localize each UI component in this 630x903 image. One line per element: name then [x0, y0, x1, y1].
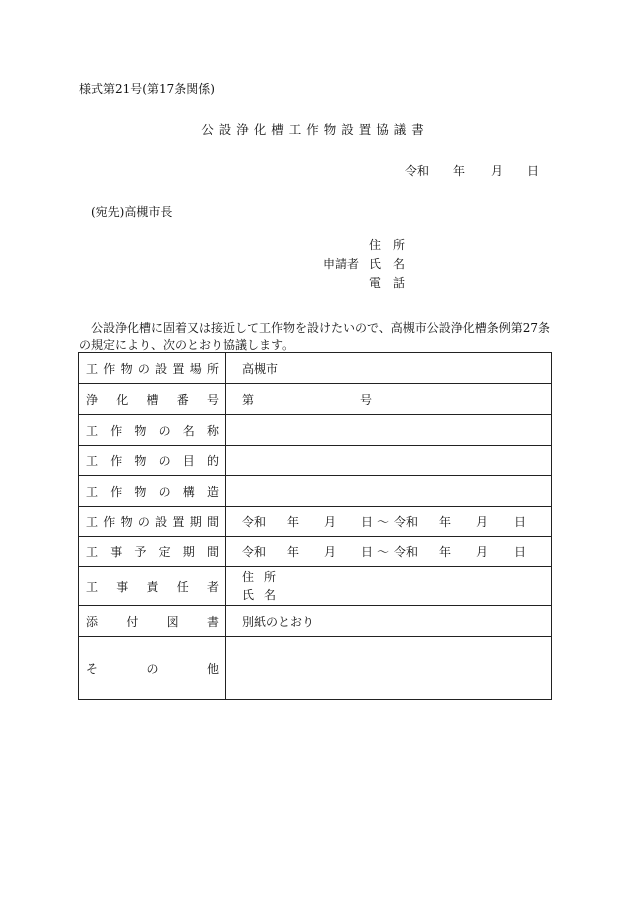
- label-char: 的: [206, 454, 219, 468]
- spaced-label: [86, 613, 219, 630]
- table-row: [79, 384, 552, 415]
- label-char: 間: [206, 545, 219, 559]
- label-char: 図: [166, 614, 179, 629]
- label-char: 番: [176, 392, 189, 407]
- label-char: 事: [116, 579, 129, 594]
- value-tank-number[interactable]: [226, 384, 552, 415]
- table-row: [79, 606, 552, 637]
- period-line: [242, 543, 551, 560]
- body-text: 公設浄化槽に固着又は接近して工作物を設けたいので、高槻市公設浄化槽条例第27条の規定により、次のとおり協議します。: [79, 321, 551, 352]
- applicant-prefix: 申請者: [323, 257, 360, 271]
- tank-number-prefix: 第: [242, 392, 255, 407]
- spaced-label: [86, 452, 219, 469]
- end-year: 年: [439, 545, 452, 559]
- value-structure-name[interactable]: [226, 415, 552, 446]
- tilde: 〜: [377, 545, 390, 559]
- label-char: 浄: [86, 392, 99, 407]
- label-char: 他: [206, 661, 219, 676]
- spaced-label: [86, 422, 219, 439]
- label-char: 称: [206, 423, 219, 438]
- label-char: 号: [206, 392, 219, 407]
- spaced-label: [86, 578, 219, 595]
- table-row: [79, 476, 552, 507]
- applicant-name-label: [369, 255, 405, 272]
- label-char: 氏: [242, 588, 255, 602]
- label-char: 工: [86, 545, 99, 559]
- value-manager[interactable]: [226, 567, 552, 606]
- label-char: 住: [242, 570, 255, 584]
- label-install-period: [79, 507, 226, 537]
- label-char: 置: [172, 361, 185, 376]
- label-char: 添: [86, 614, 99, 629]
- value-attachments[interactable]: 別紙のとおり: [226, 606, 552, 637]
- label-structure-name: [79, 415, 226, 446]
- label-char: 作: [103, 515, 116, 529]
- label-char: 期: [189, 515, 202, 529]
- label-char: 名: [263, 588, 276, 602]
- label-char: の: [137, 361, 150, 376]
- label-char: 造: [206, 484, 219, 499]
- applicant-phone-label: [369, 274, 405, 291]
- label-char: 工: [86, 484, 99, 499]
- label-char: 所: [392, 238, 405, 252]
- value-work-period[interactable]: [226, 537, 552, 567]
- label-location: [79, 353, 226, 384]
- start-day: 日: [361, 515, 374, 529]
- label-char: 置: [172, 515, 185, 529]
- label-attachments: [79, 606, 226, 637]
- value-structure[interactable]: [226, 476, 552, 507]
- label-structure: [79, 476, 226, 507]
- label-char: 話: [392, 276, 405, 290]
- label-char: 設: [155, 515, 168, 529]
- label-char: 間: [206, 515, 219, 529]
- addressee: (宛先)高槻市長: [91, 205, 173, 219]
- date-day: 日: [527, 164, 540, 178]
- label-char: 作: [103, 361, 116, 376]
- label-char: 工: [86, 361, 99, 376]
- start-era: 令和: [242, 515, 267, 529]
- label-char: そ: [86, 661, 99, 676]
- label-char: 工: [86, 579, 99, 594]
- tilde: 〜: [377, 515, 390, 529]
- end-year: 年: [439, 515, 452, 529]
- label-work-period: [79, 537, 226, 567]
- form-number: 様式第21号(第17条関係): [79, 82, 215, 96]
- label-char: 作: [110, 423, 123, 438]
- label-char: 定: [158, 545, 171, 559]
- spaced-label: [86, 483, 219, 500]
- page-title: 公設浄化槽工作物設置協議書: [201, 122, 429, 137]
- start-day: 日: [361, 545, 374, 559]
- label-char: 任: [176, 579, 189, 594]
- label-char: 工: [86, 423, 99, 438]
- table-row: [79, 637, 552, 700]
- label-char: 電: [369, 276, 382, 290]
- start-era: 令和: [242, 545, 267, 559]
- start-month: 月: [324, 515, 337, 529]
- date-era: 令和: [405, 164, 430, 178]
- label-char: 場: [189, 361, 202, 376]
- spaced-label: [86, 513, 219, 530]
- table-row: [79, 537, 552, 567]
- manager-fields: [242, 568, 551, 604]
- applicant-address-label: [369, 236, 405, 253]
- label-char: 責: [146, 579, 159, 594]
- label-char: 所: [206, 361, 219, 376]
- tank-number-suffix: 号: [360, 392, 373, 407]
- label-char: 作: [110, 484, 123, 499]
- label-char: の: [158, 484, 171, 499]
- end-month: 月: [476, 545, 489, 559]
- date-month: 月: [491, 164, 504, 178]
- end-era: 令和: [394, 545, 419, 559]
- label-purpose: [79, 446, 226, 476]
- end-month: 月: [476, 515, 489, 529]
- label-char: 構: [182, 484, 195, 499]
- label-char: 物: [134, 454, 147, 468]
- label-char: 所: [263, 570, 276, 584]
- label-char: 氏: [369, 257, 382, 271]
- value-install-period[interactable]: [226, 507, 552, 537]
- spaced-label: [86, 360, 219, 377]
- label-char: 名: [182, 423, 195, 438]
- value-purpose[interactable]: [226, 446, 552, 476]
- spaced-label: [86, 660, 219, 677]
- label-char: 事: [110, 545, 123, 559]
- end-day: 日: [514, 515, 527, 529]
- label-manager: [79, 567, 226, 606]
- label-char: 期: [182, 545, 195, 559]
- label-char: 物: [120, 515, 133, 529]
- label-other: [79, 637, 226, 700]
- date-line: [405, 162, 539, 179]
- table-row: [79, 507, 552, 537]
- label-char: 者: [206, 579, 219, 594]
- label-char: の: [137, 515, 150, 529]
- label-char: 予: [134, 545, 147, 559]
- label-char: の: [158, 454, 171, 468]
- label-char: 設: [155, 361, 168, 376]
- period-line: [242, 513, 551, 530]
- spaced-label: [86, 543, 219, 560]
- label-char: 目: [182, 454, 195, 468]
- table-row: [79, 446, 552, 476]
- label-char: 住: [369, 238, 382, 252]
- label-char: 物: [120, 361, 133, 376]
- label-char: の: [158, 423, 171, 438]
- label-char: 化: [116, 392, 129, 407]
- value-location[interactable]: 高槻市: [226, 353, 552, 384]
- end-era: 令和: [394, 515, 419, 529]
- table-row: [79, 567, 552, 606]
- manager-name-label: [242, 586, 276, 604]
- start-year: 年: [287, 515, 300, 529]
- form-table: [78, 352, 552, 700]
- label-char: 作: [110, 454, 123, 468]
- table-row: [79, 415, 552, 446]
- start-month: 月: [324, 545, 337, 559]
- label-char: 書: [206, 614, 219, 629]
- label-char: の: [146, 661, 159, 676]
- label-char: 槽: [146, 392, 159, 407]
- manager-address-label: [242, 568, 276, 586]
- end-day: 日: [514, 545, 527, 559]
- start-year: 年: [287, 545, 300, 559]
- label-char: 付: [126, 614, 139, 629]
- value-other[interactable]: [226, 637, 552, 700]
- label-char: 名: [392, 257, 405, 271]
- label-char: 工: [86, 515, 99, 529]
- spaced-label: [86, 391, 219, 408]
- label-char: 物: [134, 423, 147, 438]
- table-row: [79, 353, 552, 384]
- label-char: 物: [134, 484, 147, 499]
- label-char: 工: [86, 454, 99, 468]
- date-year: 年: [453, 164, 466, 178]
- label-tank-number: [79, 384, 226, 415]
